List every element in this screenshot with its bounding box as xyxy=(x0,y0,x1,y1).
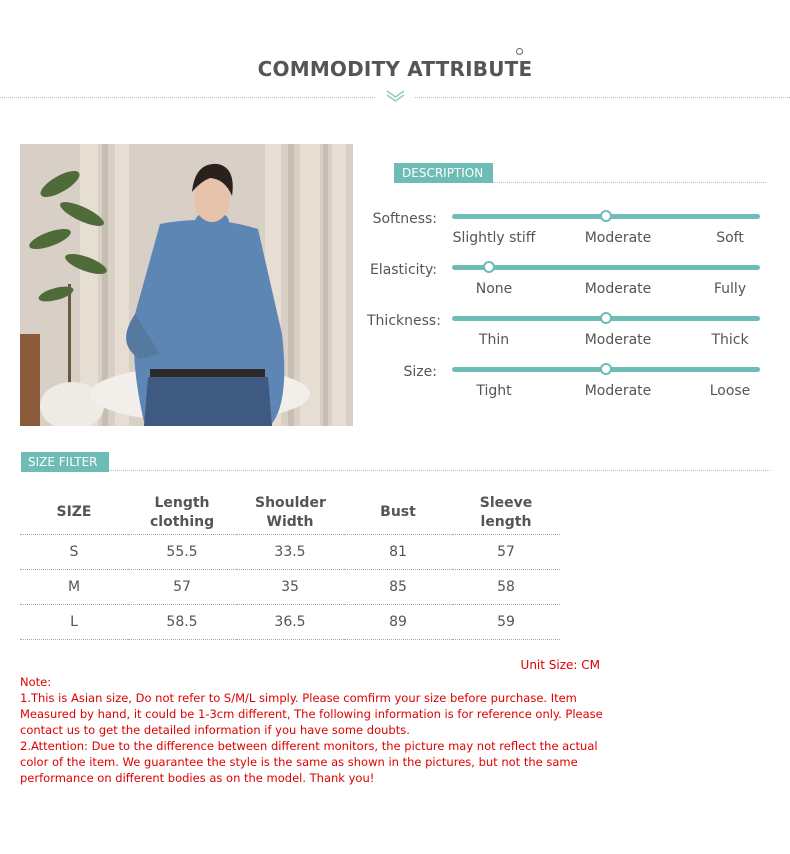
column-header-shoulder xyxy=(236,492,344,534)
page-title: COMMODITY ATTRIBUTE xyxy=(257,57,533,81)
elasticity-option-high: Fully xyxy=(713,281,747,297)
size-option-low: Tight xyxy=(476,383,512,399)
column-header-bust: Bust xyxy=(344,492,452,534)
softness-label: Softness: xyxy=(372,211,437,227)
notes-block xyxy=(20,674,610,786)
table-row xyxy=(20,604,560,639)
table-header-row xyxy=(20,492,560,534)
table-row xyxy=(20,534,560,569)
length-cell: 58.5 xyxy=(128,604,236,639)
size-filter-tag: SIZE FILTER xyxy=(21,452,109,472)
shoulder-cell: 35 xyxy=(236,569,344,604)
title-divider-left xyxy=(0,97,375,98)
unit-size-label: Unit Size: CM xyxy=(520,658,600,672)
note-item-2: 2.Attention: Due to the difference between different monitors, the picture may not reflect the actual color of the item. We guarantee the style is the same as shown in the pictures, but not the same performance on different bodies as on the model. Thank you! xyxy=(20,739,598,785)
sleeve-cell: 57 xyxy=(452,534,560,569)
product-photo xyxy=(20,144,353,426)
softness-option-low: Slightly stiff xyxy=(452,230,536,246)
description-tag: DESCRIPTION xyxy=(394,163,493,183)
column-header-sleeve: Sleeve length xyxy=(452,492,560,534)
note-item-1: 1.This is Asian size, Do not refer to S/M/L simply. Please comfirm your size before purchase. Item Measured by hand, it could be 1-3cm different, The following information is for reference only. Please contact us to get the detailed information if you have some doubts. xyxy=(20,691,603,737)
length-cell: 57 xyxy=(128,569,236,604)
softness-option-high: Soft xyxy=(716,230,744,246)
elasticity-option-low: None xyxy=(475,281,513,297)
size-cell: L xyxy=(20,604,128,639)
thickness-marker xyxy=(600,312,612,324)
double-chevron-down-icon xyxy=(386,89,405,103)
thickness-option-low: Thin xyxy=(478,332,510,348)
length-cell: 55.5 xyxy=(128,534,236,569)
shoulder-cell: 36.5 xyxy=(236,604,344,639)
elasticity-marker xyxy=(483,261,495,273)
size-marker xyxy=(600,363,612,375)
title-divider-right xyxy=(415,97,790,98)
notes-title: Note: xyxy=(20,675,52,689)
sleeve-cell: 58 xyxy=(452,569,560,604)
size-cell: S xyxy=(20,534,128,569)
description-divider xyxy=(490,182,766,183)
bust-cell: 85 xyxy=(344,569,452,604)
elasticity-scale xyxy=(452,265,760,270)
thickness-label: Thickness: xyxy=(367,313,441,329)
size-table xyxy=(20,492,560,640)
column-header-length xyxy=(128,492,236,534)
table-row xyxy=(20,569,560,604)
softness-marker xyxy=(600,210,612,222)
column-header-size: SIZE xyxy=(20,492,128,534)
bust-cell: 81 xyxy=(344,534,452,569)
softness-option-mid: Moderate xyxy=(584,230,652,246)
sleeve-cell: 59 xyxy=(452,604,560,639)
degree-circle-icon xyxy=(516,48,523,55)
size-option-mid: Moderate xyxy=(584,383,652,399)
elasticity-label: Elasticity: xyxy=(369,262,437,278)
size-filter-divider xyxy=(105,470,770,471)
bust-cell: 89 xyxy=(344,604,452,639)
size-cell: M xyxy=(20,569,128,604)
elasticity-option-mid: Moderate xyxy=(584,281,652,297)
size-option-high: Loose xyxy=(709,383,751,399)
thickness-option-high: Thick xyxy=(711,332,749,348)
thickness-option-mid: Moderate xyxy=(584,332,652,348)
shoulder-cell: 33.5 xyxy=(236,534,344,569)
shoulder-header-text: Shoulder Width xyxy=(255,494,326,530)
length-header-text: Length clothing xyxy=(150,494,215,530)
size-label: Size: xyxy=(403,364,437,380)
